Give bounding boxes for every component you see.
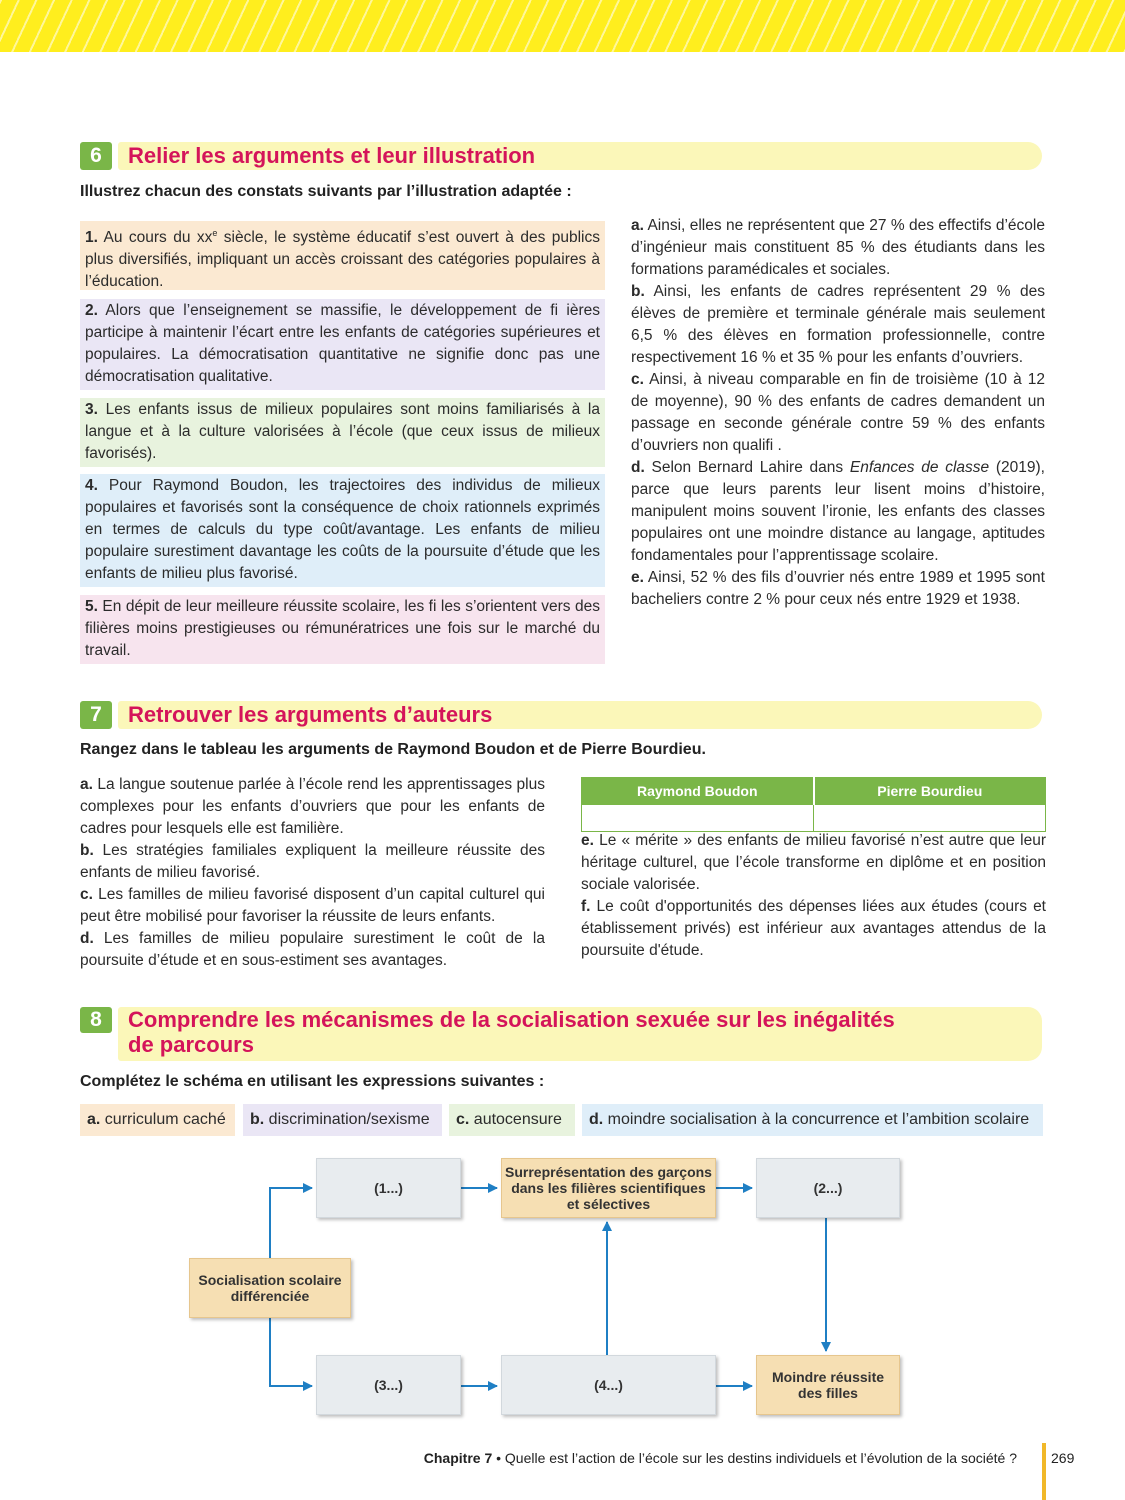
diagram-box-surrepresentation	[501, 1158, 716, 1218]
expression-text: moindre socialisation à la concurrence et l’ambition scolaire	[603, 1111, 1030, 1128]
box-line: Moindre réussite	[771, 1369, 885, 1385]
illustration-label: d.	[631, 459, 645, 476]
box-line: dans les filières scientifiques	[511, 1180, 706, 1196]
section-title: Relier les arguments et leur illustration	[128, 143, 536, 168]
expression-text: discrimination/sexisme	[264, 1111, 430, 1128]
book-title: Enfances de classe	[849, 459, 990, 476]
page-footer	[424, 1450, 1017, 1466]
argument-text: La langue soutenue parlée à l’école rend les apprentissages plus complexes pour les enfants d’ouvriers que pour les enfants de cadres pour lesquels elle est familière.	[80, 776, 545, 837]
box-line: et sélectives	[566, 1196, 651, 1212]
statement-text-cont: siècle, le système éducatif s’est ouvert à des publics plus diversifiés, impliquant un accès croissant des catégories populaires à l’éducation.	[85, 229, 600, 291]
expression-text: autocensure	[469, 1111, 562, 1128]
argument-text: Les familles de milieu populaire surestiment le coût de la poursuite d’étude et en sous-estiment ses avantages.	[80, 930, 545, 969]
arrow-socialisation-to-1	[270, 1188, 312, 1258]
argument-label: e.	[581, 832, 594, 849]
statement-text: Les enfants issus de milieux populaires sont moins familiarisés à la langue et à la culture valorisées à l’école (que ceux issus de milieux favorisés).	[85, 401, 600, 462]
illustration-text: Selon Bernard Lahire dans	[644, 459, 850, 476]
footer-bullet: •	[492, 1450, 505, 1466]
illustration-text: Ainsi, les enfants de cadres représentent 29 % des élèves de première et terminale générale mais seulement 6,5 % des élèves en formation professionnelle, contre respectivement 16 % et 35 % pour les enfants d’ouvriers.	[631, 283, 1045, 366]
expression-label: d.	[589, 1111, 604, 1128]
expression-label: a.	[87, 1111, 101, 1128]
page-number: 269	[1051, 1450, 1075, 1466]
section-number: 6	[80, 142, 112, 170]
argument-label: f.	[581, 898, 591, 915]
box-line: différenciée	[230, 1288, 310, 1304]
expression-text: curriculum caché	[100, 1111, 226, 1128]
statement-label: 3.	[85, 401, 98, 418]
column-header-boudon: Raymond Boudon	[582, 778, 814, 805]
diagram-box-moindre-reussite	[756, 1355, 900, 1415]
illustration-label: a.	[631, 217, 644, 234]
illustration-label: b.	[631, 283, 645, 300]
section-number: 8	[80, 1007, 112, 1033]
diagram-box-3[interactable]: (3...)	[316, 1355, 461, 1415]
illustration-text: Ainsi, à niveau comparable en fin de troisième (10 à 12 de moyenne), 90 % des enfants de cadres demandent un passage en seconde générale contre 59 % des enfants d’ouvriers non qualifi .	[631, 371, 1045, 454]
argument-text: Le coût d'opportunités des dépenses liées aux études (cours et établissement privés) est inférieur aux avantages attendus de la poursuite d'étude.	[581, 898, 1046, 959]
statement-text: En dépit de leur meilleure réussite scolaire, les fi les s’orientent vers des filières moins prestigieuses ou rémunératrices une fois sur le marché du travail.	[85, 598, 600, 659]
section-title-line-2: de parcours	[128, 1032, 254, 1057]
diagram-box-4[interactable]: (4...)	[501, 1355, 716, 1415]
argument-text: Le « mérite » des enfants de milieu favorisé n’est autre que leur héritage culturel, que l’école transforme en diplôme et en position sociale valorisée.	[581, 832, 1046, 893]
statement-label: 5.	[85, 598, 98, 615]
arrow-socialisation-to-3	[270, 1318, 312, 1386]
footer-divider	[1042, 1443, 1046, 1500]
diagram-box-socialisation	[189, 1258, 351, 1318]
statement-label: 1.	[85, 229, 98, 247]
section-7-instruction: Rangez dans le tableau les arguments de Raymond Boudon et de Pierre Bourdieu.	[80, 741, 706, 758]
section-title-line-1: Comprendre les mécanismes de la socialisation sexuée sur les inégalités	[128, 1007, 895, 1032]
footer-question: Quelle est l’action de l’école sur les destins individuels et l’évolution de la société ?	[504, 1450, 1017, 1466]
section-number: 7	[80, 701, 112, 729]
section-8-instruction: Complétez le schéma en utilisant les expressions suivantes :	[80, 1073, 545, 1090]
box-line: Surreprésentation des garçons	[505, 1164, 712, 1180]
diagram-box-1[interactable]: (1...)	[316, 1158, 461, 1218]
statement-text: Au cours du xx	[97, 229, 213, 247]
argument-text: Les familles de milieu favorisé disposent d’un capital culturel qui peut être mobilisé pour favoriser la réussite de leurs enfants.	[80, 886, 545, 925]
illustration-text: Ainsi, 52 % des fils d’ouvrier nés entre 1989 et 1995 sont bacheliers contre 2 % pour ceux nés entre 1929 et 1938.	[631, 569, 1045, 608]
box-line: des filles	[798, 1385, 858, 1401]
illustration-text-cont: (2019), parce que leurs parents leur lisent moins d’histoire, manipulent moins souvent l’ironie, les enfants des classes populaires ont une moindre distance au langage, aptitudes fondamentales pour l’apprentissage scolaire.	[631, 459, 1045, 564]
statement-label: 4.	[85, 477, 98, 494]
argument-text: Les stratégies familiales expliquent la meilleure réussite des enfants de milieu favorisé.	[80, 842, 545, 881]
section-6-instruction: Illustrez chacun des constats suivants par l’illustration adaptée :	[80, 183, 572, 200]
argument-label: c.	[80, 886, 93, 903]
argument-label: d.	[80, 930, 94, 947]
expression-label: c.	[456, 1111, 470, 1128]
box-line: Socialisation scolaire	[198, 1272, 342, 1288]
statement-text: Pour Raymond Boudon, les trajectoires des individus de milieux populaires et favorisés sont la conséquence de choix rationnels exprimés en termes de calculs du type coût/avantage. Les enfants de milieu populaire surestiment davantage les coûts de la poursuite d’étude que les enfants de milieu plus favorisé.	[85, 477, 600, 582]
illustration-label: c.	[631, 371, 644, 388]
section-title: Retrouver les arguments d’auteurs	[128, 702, 493, 727]
statement-label: 2.	[85, 302, 98, 319]
illustration-label: e.	[631, 569, 644, 586]
column-header-bourdieu: Pierre Bourdieu	[814, 778, 1046, 805]
statement-superscript: e	[212, 228, 218, 238]
argument-label: a.	[80, 776, 93, 793]
diagram-box-2[interactable]: (2...)	[756, 1158, 900, 1218]
argument-label: b.	[80, 842, 94, 859]
footer-chapter: Chapitre 7	[423, 1450, 493, 1466]
expression-label: b.	[250, 1111, 265, 1128]
illustration-text: Ainsi, elles ne représentent que 27 % des effectifs d’école d’ingénieur mais constituent 85 % des étudiants dans les formations paramédicales et sociales.	[631, 217, 1045, 278]
statement-text: Alors que l’enseignement se massifie, le développement de fi ières participe à maintenir l’écart entre les enfants de catégories supérieures et populaires. La démocratisation quantitative ne signifie donc pas une démocratisation qualitative.	[85, 302, 600, 385]
